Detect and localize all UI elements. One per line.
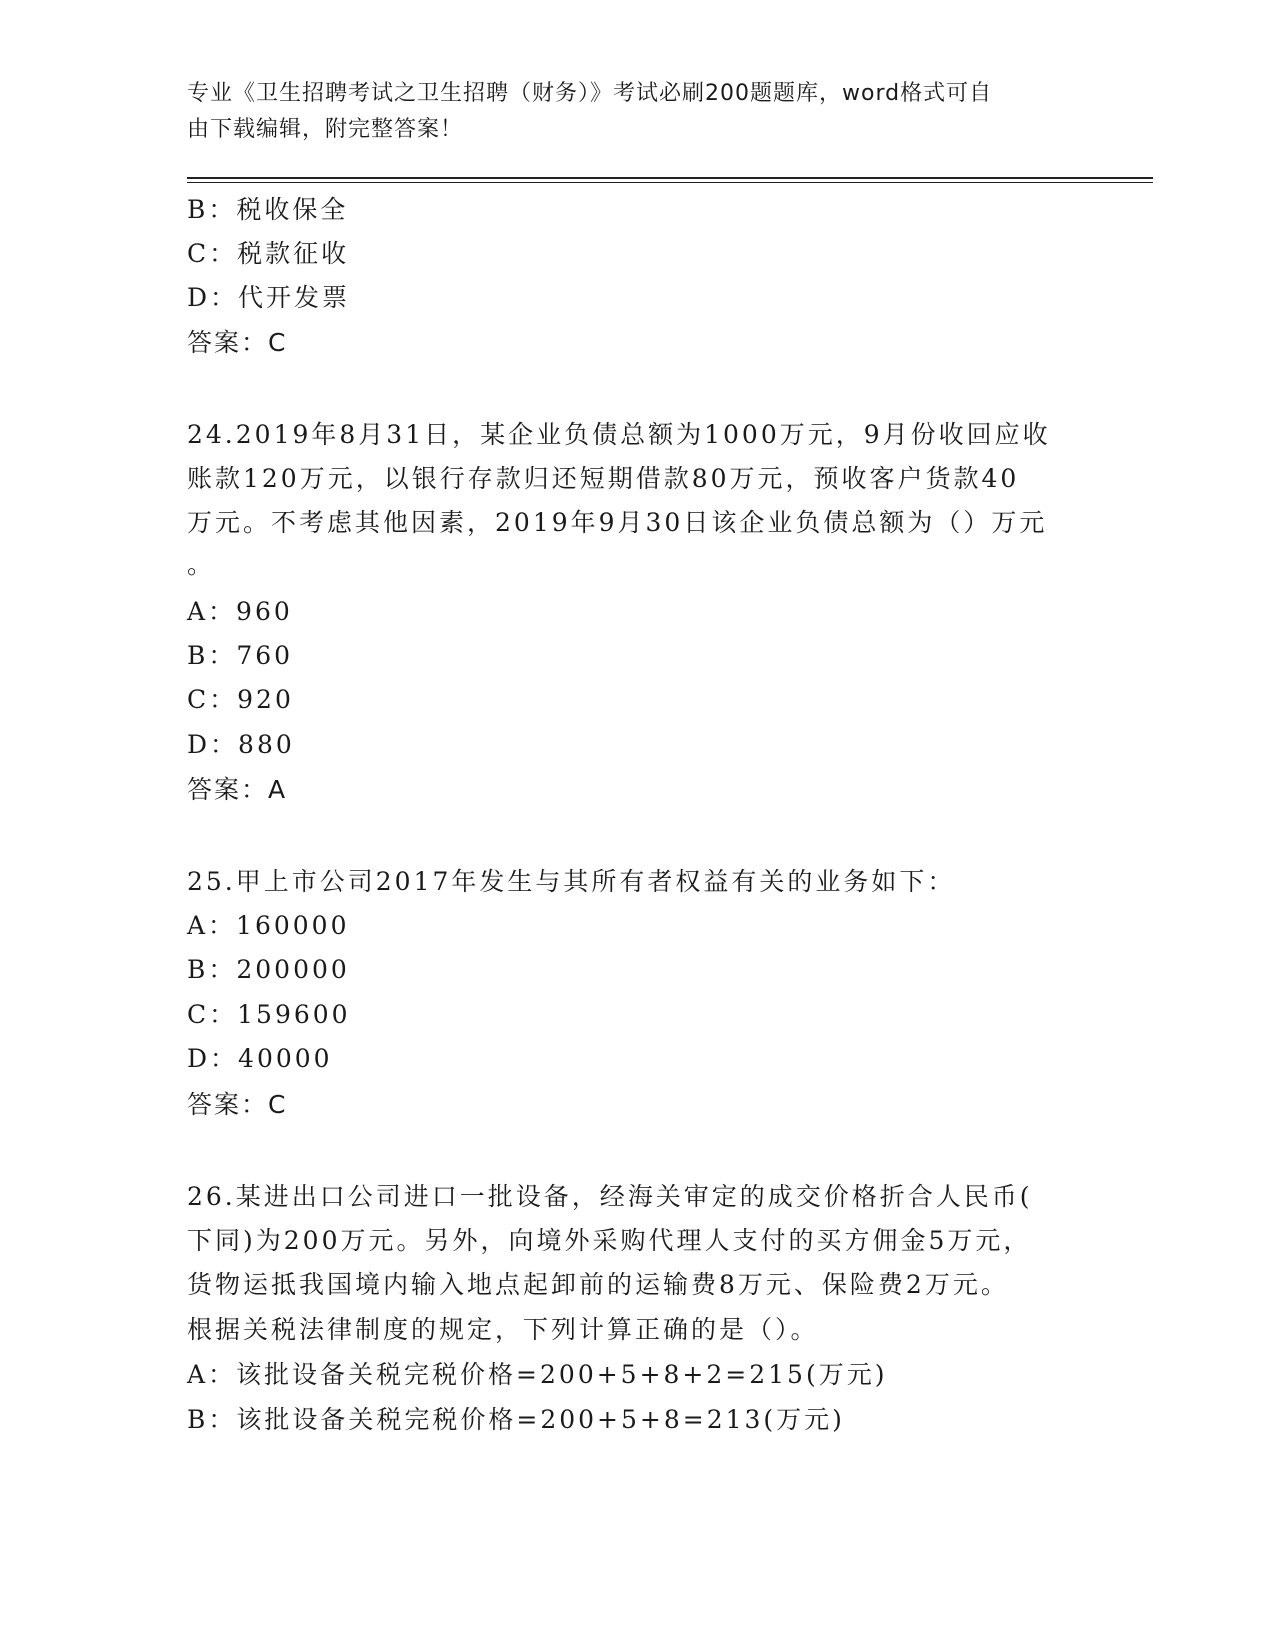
q25-option-a: A：160000 bbox=[187, 911, 350, 940]
q23-option-d: D：代开发票 bbox=[187, 283, 351, 312]
header-line-2: 由下载编辑，附完整答案！ bbox=[187, 117, 464, 142]
q24-option-a: A：960 bbox=[187, 597, 293, 626]
q24-text-line-1: 24.2019年8月31日，某企业负债总额为1000万元，9月份收回应收 bbox=[187, 420, 1051, 449]
q24-option-b: B：760 bbox=[187, 641, 294, 670]
q24-text-line-4: 。 bbox=[187, 550, 216, 579]
q25-answer: 答案：C bbox=[187, 1090, 288, 1119]
q26-text-line-4: 根据关税法律制度的规定，下列计算正确的是（）。 bbox=[187, 1315, 819, 1344]
q24-option-c: C：920 bbox=[187, 685, 294, 714]
header-divider-thin bbox=[187, 182, 1153, 183]
document-header bbox=[187, 76, 1087, 148]
q26-text-line-2: 下同)为200万元。另外，向境外采购代理人支付的买方佣金5万元， bbox=[187, 1226, 1032, 1255]
q26-option-a: A：该批设备关税完税价格=200+5+8+2=215(万元) bbox=[187, 1360, 888, 1389]
q24-text-line-3: 万元。不考虑其他因素，2019年9月30日该企业负债总额为（）万元 bbox=[187, 508, 1048, 537]
q25-option-b: B：200000 bbox=[187, 955, 350, 984]
q25-option-c: C：159600 bbox=[187, 1000, 351, 1029]
q25-option-d: D：40000 bbox=[187, 1044, 333, 1073]
q24-answer: 答案：A bbox=[187, 775, 288, 804]
q25-text-line-1: 25.甲上市公司2017年发生与其所有者权益有关的业务如下： bbox=[187, 867, 956, 896]
q23-option-c: C：税款征收 bbox=[187, 239, 350, 268]
q26-option-b: B：该批设备关税完税价格=200+5+8=213(万元) bbox=[187, 1405, 845, 1434]
q23-answer: 答案：C bbox=[187, 328, 288, 357]
q26-text-line-1: 26.某进出口公司进口一批设备，经海关审定的成交价格折合人民币( bbox=[187, 1182, 1033, 1211]
q24-option-d: D：880 bbox=[187, 730, 295, 759]
q26-text-line-3: 货物运抵我国境内输入地点起卸前的运输费8万元、保险费2万元。 bbox=[187, 1270, 1009, 1299]
q23-option-b: B：税收保全 bbox=[187, 195, 349, 224]
header-divider-thick bbox=[187, 177, 1153, 179]
header-line-1: 专业《卫生招聘考试之卫生招聘（财务）》考试必刷200题题库，word格式可自 bbox=[187, 81, 993, 106]
q24-text-line-2: 账款120万元，以银行存款归还短期借款80万元，预收客户货款40 bbox=[187, 464, 1020, 493]
